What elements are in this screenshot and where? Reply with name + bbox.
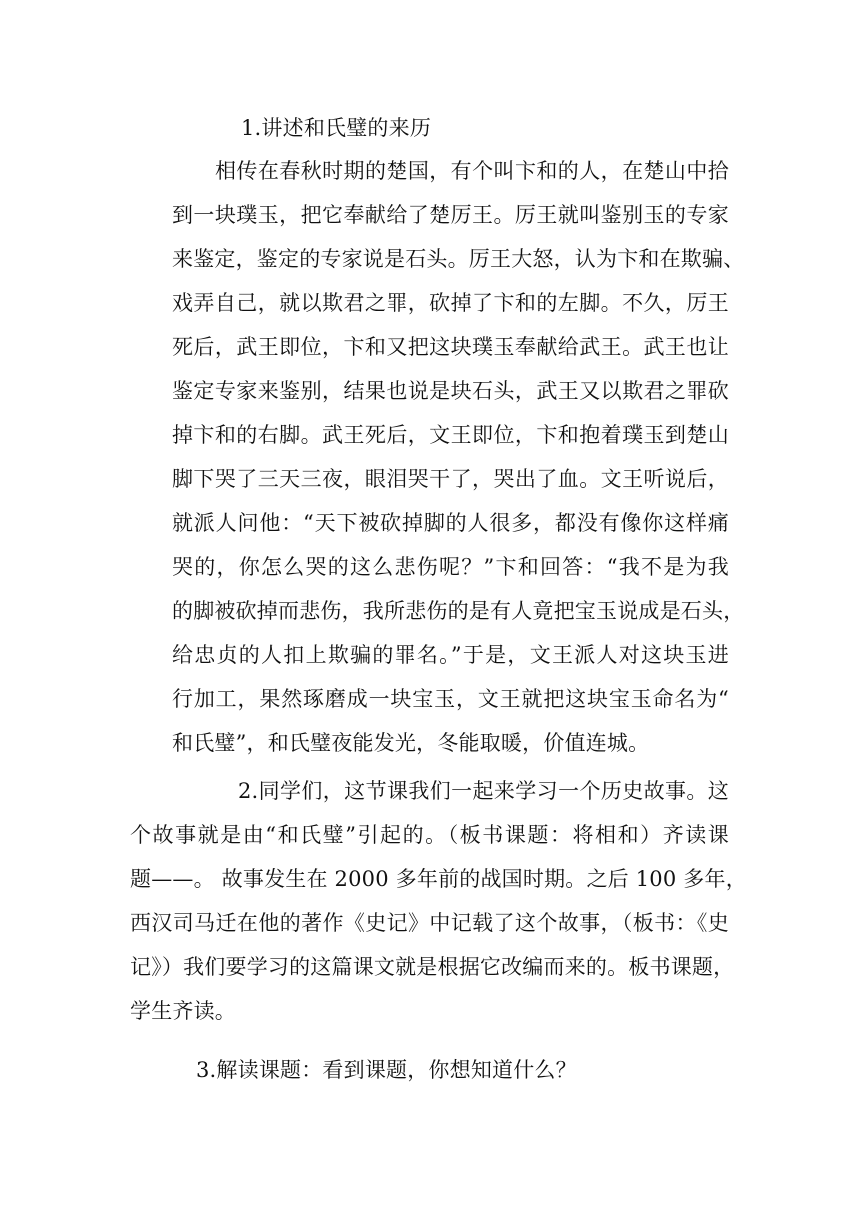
- paragraph-line: 脚下哭了三天三夜，眼泪哭干了，哭出了血。文王听说后，: [172, 467, 729, 491]
- paragraph-line: 死后，武王即位，卞和又把这块璞玉奉献给武王。武王也让: [172, 335, 729, 359]
- paragraph-line: 个故事就是由“和氏璧”引起的。（板书课题：将相和）齐读课: [130, 823, 729, 847]
- paragraph-line: 的脚被砍掉而悲伤，我所悲伤的是有人竟把宝玉说成是石头，: [172, 599, 745, 623]
- paragraph-line: 和氏璧”，和氏璧夜能发光，冬能取暖，价值连城。: [172, 731, 650, 755]
- paragraph-line: 记》）我们要学习的这篇课文就是根据它改编而来的。板书课题，: [130, 955, 735, 979]
- paragraph-line: 哭的，你怎么哭的这么悲伤呢？”卞和回答：“我不是为我: [172, 555, 729, 579]
- paragraph-line: 行加工，果然琢磨成一块宝玉，文王就把这块宝玉命名为“: [172, 687, 729, 711]
- paragraph-line: 就派人问他：“天下被砍掉脚的人很多，都没有像你这样痛: [172, 511, 729, 535]
- paragraph-line: 给忠贞的人扣上欺骗的罪名。”于是，文王派人对这块玉进: [172, 643, 729, 667]
- paragraph-line: 相传在春秋时期的楚国，有个叫卞和的人，在楚山中拾: [215, 159, 729, 183]
- paragraph-line: 来鉴定，鉴定的专家说是石头。厉王大怒，认为卞和在欺骗、: [172, 247, 745, 271]
- section-1-heading: 1.讲述和氏璧的来历: [241, 116, 432, 140]
- paragraph-line: 戏弄自己，就以欺君之罪，砍掉了卞和的左脚。不久，厉王: [172, 291, 729, 315]
- paragraph-line: 西汉司马迁在他的著作《史记》中记载了这个故事，（板书：《史: [130, 911, 729, 935]
- paragraph-line: 2.同学们，这节课我们一起来学习一个历史故事。这: [238, 779, 729, 803]
- paragraph-line: 掉卞和的右脚。武王死后，文王即位，卞和抱着璞玉到楚山: [172, 423, 729, 447]
- paragraph-line: 题——。 故事发生在 2000 多年前的战国时期。之后 100 多年，: [130, 867, 747, 891]
- section-3-question: 3.解读课题：看到课题，你想知道什么？: [196, 1058, 577, 1082]
- paragraph-line: 鉴定专家来鉴别，结果也说是块石头，武王又以欺君之罪砍: [172, 379, 729, 403]
- paragraph-line: 学生齐读。: [130, 999, 236, 1023]
- paragraph-line: 到一块璞玉，把它奉献给了楚厉王。厉王就叫鉴别玉的专家: [172, 203, 729, 227]
